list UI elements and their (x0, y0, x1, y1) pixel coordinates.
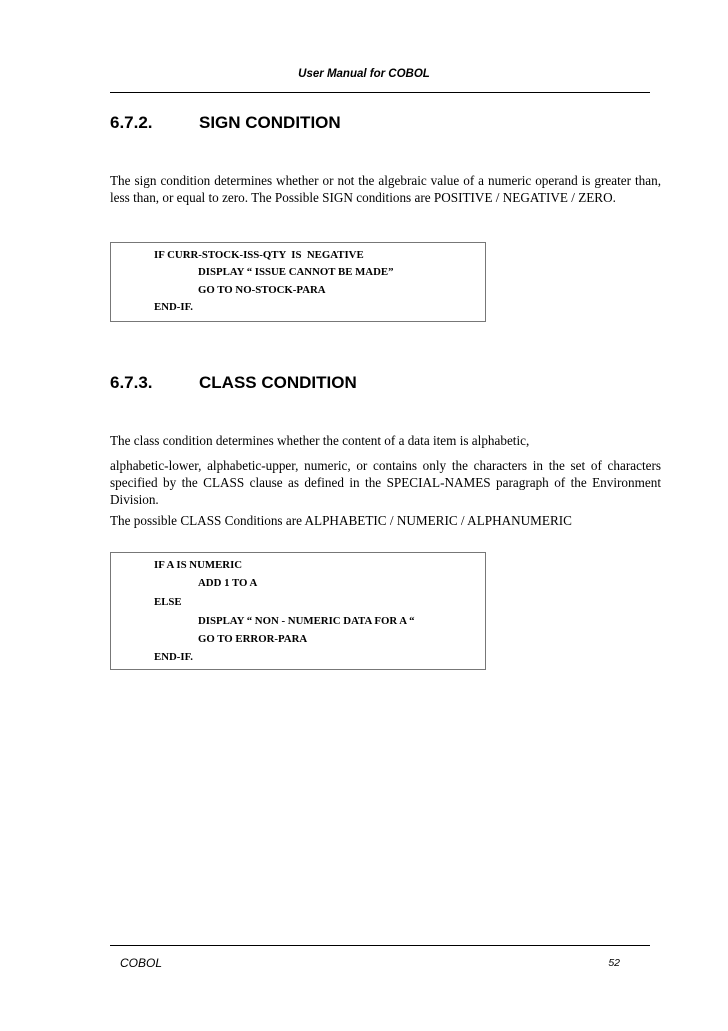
page-number: 52 (608, 957, 620, 969)
section-number: 6.7.2. (110, 113, 153, 132)
code-line: GO TO ERROR-PARA (198, 633, 308, 645)
section-heading-class-condition (110, 373, 650, 397)
section-number: 6.7.3. (110, 373, 153, 392)
code-line: END-IF. (154, 651, 193, 663)
footer-rule (110, 945, 650, 946)
code-line: DISPLAY “ NON - NUMERIC DATA FOR A “ (198, 615, 415, 627)
class-condition-paragraph-3: The possible CLASS Conditions are ALPHABETIC / NUMERIC / ALPHANUMERIC (110, 513, 572, 528)
code-line: ADD 1 TO A (198, 577, 258, 589)
section-heading-sign-condition (110, 113, 650, 137)
code-line: IF CURR-STOCK-ISS-QTY IS NEGATIVE (154, 249, 364, 261)
sign-condition-code-box (110, 242, 486, 322)
code-line: END-IF. (154, 301, 193, 313)
section-title: CLASS CONDITION (199, 373, 357, 392)
class-condition-paragraph-2: alphabetic-lower, alphabetic-upper, numeric, or contains only the characters in the set of characters specified by the CLASS clause as defined in the SPECIAL-NAMES paragraph of the Environment Division. (110, 458, 661, 507)
class-condition-paragraph-1: The class condition determines whether the content of a data item is alphabetic, (110, 433, 530, 448)
code-line: DISPLAY “ ISSUE CANNOT BE MADE” (198, 266, 394, 278)
footer-title: COBOL (120, 956, 163, 970)
code-line: GO TO NO-STOCK-PARA (198, 284, 326, 296)
section-title: SIGN CONDITION (199, 113, 341, 132)
class-condition-code-box (110, 552, 486, 670)
sign-condition-paragraph: The sign condition determines whether or not the algebraic value of a numeric operand is greater than, less than, or equal to zero. The Possible SIGN conditions are POSITIVE / NEGATIVE / ZERO. (110, 173, 661, 205)
code-line: IF A IS NUMERIC (154, 559, 243, 571)
header-title: User Manual for COBOL (298, 68, 430, 80)
code-line: ELSE (154, 596, 182, 608)
header-rule (110, 92, 650, 93)
